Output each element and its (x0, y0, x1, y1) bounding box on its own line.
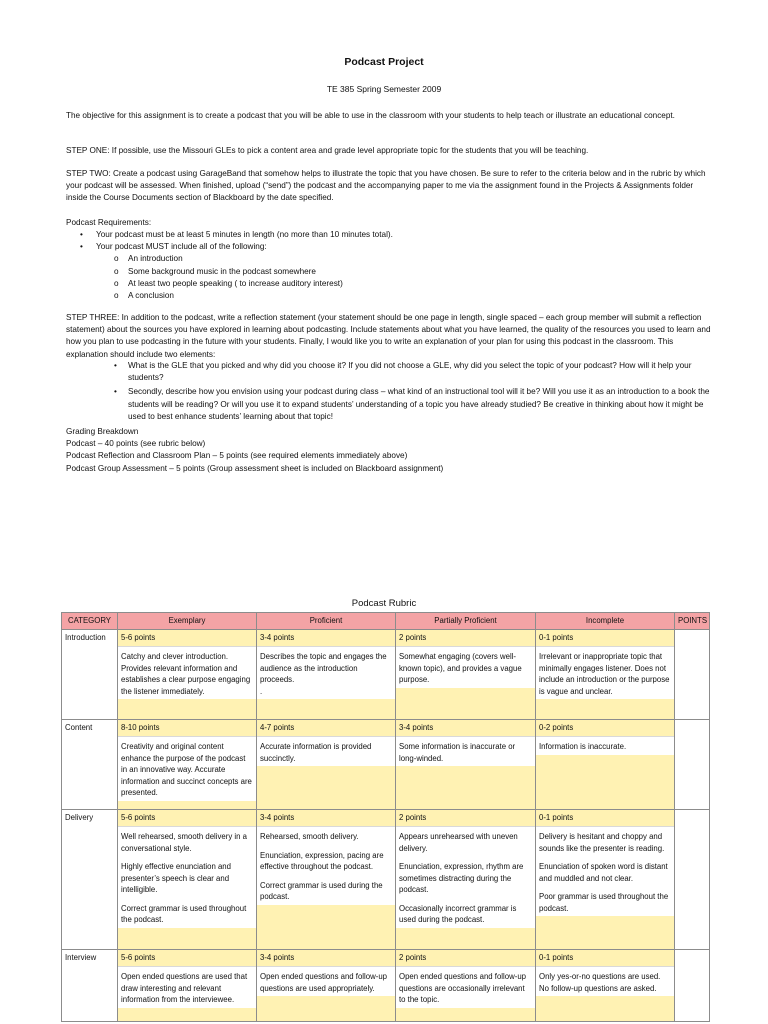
grading-line: Podcast Group Assessment – 5 points (Group assessment sheet is included on Blackboard assignment) (66, 463, 444, 473)
document-subtitle: TE 385 Spring Semester 2009 (326, 84, 442, 94)
rubric-cell-description (118, 827, 256, 928)
rubric-cell-paragraph: Enunciation, expression, pacing are effective throughout the podcast. (260, 850, 384, 871)
rubric-cell (396, 810, 536, 950)
rubric-cell (257, 950, 396, 1022)
bullet-icon: • (80, 242, 83, 252)
rubric-cell-points: 2 points (396, 630, 535, 647)
rubric-cell (118, 630, 257, 720)
rubric-cell (118, 950, 257, 1022)
requirements-heading: Podcast Requirements: (66, 218, 152, 227)
rubric-cell (536, 950, 675, 1022)
step-two-paragraph: STEP TWO: Create a podcast using GarageBand that somehow helps to illustrate the topic that you have chosen. Be sure to refer to the criteria below and in the rubric by which your podcast will be assessed. When finished, upload (“send”) the podcast and the accompanying paper to me via the assignment found in the Projects & Assignments folder inside the Course Documents section of Blackboard by the date specified. (66, 169, 706, 203)
rubric-table (61, 612, 710, 1022)
rubric-header-row (62, 613, 710, 630)
table-row (62, 950, 710, 1022)
rubric-cell-paragraph: Open ended questions are used that draw interesting and relevant information from the interviewee. (121, 972, 248, 1004)
rubric-cell (536, 810, 675, 950)
rubric-category: Introduction (62, 630, 118, 720)
rubric-cell-points: 2 points (396, 810, 535, 827)
header-partially-proficient: Partially Proficient (396, 613, 536, 630)
rubric-cell-points: 5-6 points (118, 810, 256, 827)
rubric-cell-paragraph: Open ended questions and follow-up questions are occasionally irrelevant to the topic. (399, 972, 527, 1004)
table-row (62, 720, 710, 810)
circle-bullet-icon: o (114, 278, 119, 288)
header-category: CATEGORY (62, 613, 118, 630)
rubric-cell-paragraph: Information is inaccurate. (539, 742, 627, 751)
circle-bullet-icon: o (114, 254, 119, 264)
rubric-cell-points: 0-1 points (536, 950, 674, 967)
circle-bullet-icon: o (114, 266, 119, 276)
grading-heading: Grading Breakdown (66, 427, 139, 436)
rubric-cell-description (257, 647, 395, 699)
header-proficient: Proficient (257, 613, 396, 630)
rubric-cell-paragraph: Irrelevant or inappropriate topic that minimally engages listener. Does not include an introduction or the purpose is vague and unclear. (539, 652, 670, 696)
bullet-icon: • (114, 387, 117, 397)
rubric-points-cell (675, 720, 710, 810)
rubric-cell-description (536, 827, 674, 916)
rubric-points-cell (675, 630, 710, 720)
circle-bullet-icon: o (114, 291, 119, 301)
list-item: • Your podcast must be at least 5 minutes in length (no more than 10 minutes total). (66, 229, 716, 241)
table-row (62, 630, 710, 720)
rubric-cell-paragraph: Appears unrehearsed with uneven delivery. (399, 832, 518, 853)
header-incomplete: Incomplete (536, 613, 675, 630)
rubric-cell-description (118, 967, 256, 1008)
rubric-cell-paragraph: Rehearsed, smooth delivery. (260, 832, 359, 841)
rubric-cell-description (257, 737, 395, 766)
rubric-cell-paragraph: Delivery is hesitant and choppy and sounds like the presenter is reading. (539, 832, 665, 853)
rubric-cell-points: 8-10 points (118, 720, 256, 737)
rubric-cell-description (536, 647, 674, 699)
rubric-cell-description (257, 967, 395, 996)
rubric-cell-paragraph: Well rehearsed, smooth delivery in a conversational style. (121, 832, 247, 853)
grading-line: Podcast – 40 points (see rubric below) (66, 439, 206, 449)
rubric-cell-description (396, 647, 535, 688)
rubric-cell-description (118, 737, 256, 801)
rubric-cell-points: 0-1 points (536, 810, 674, 827)
step-three-paragraph: STEP THREE: In addition to the podcast, write a reflection statement (your statement should be one page in length, single spaced – each group member will submit a reflection statement) about the sources you have explored in learning about podcasting. Include statements about what you have learned, the quality of the resources you used to learn and how you plan to use podcasting in the future with your students. Finally, I would like you to write an explanation of your plan for using this podcast in the classroom. This explanation should include two elements: (66, 313, 711, 359)
list-item: • What is the GLE that you picked and why did you choose it? If you did not choose a GLE, why did you select the topic of your podcast? How will it help your students? (114, 361, 692, 383)
list-item: o A conclusion (66, 290, 716, 302)
objective-paragraph: The objective for this assignment is to create a podcast that you will be able to use in the classroom with your students to help teach or illustrate an educational concept. (66, 111, 675, 120)
rubric-cell-description (257, 827, 395, 905)
rubric-body (62, 630, 710, 1022)
rubric-title: Podcast Rubric (351, 598, 417, 609)
rubric-points-cell (675, 950, 710, 1022)
rubric-cell (257, 630, 396, 720)
grading-line: Podcast Reflection and Classroom Plan – 5 points (see required elements immediately above) (66, 451, 408, 461)
rubric-cell-paragraph: Highly effective enunciation and presenter’s speech is clear and intelligible. (121, 862, 231, 894)
list-item: • Secondly, describe how you envision using your podcast during class – what kind of an instructional tool will it be? Will you use it as an introduction to a book the students will be reading? Or will you use it to expand students’ understanding of a topic you have already studied? Be creative in thinking about how it might be used to best enhance students’ learning about that topic! (114, 387, 710, 421)
rubric-cell-points: 2 points (396, 950, 535, 967)
rubric-cell (118, 720, 257, 810)
bullet-icon: • (114, 361, 117, 370)
rubric-cell-paragraph: Only yes-or-no questions are used. No follow-up questions are asked. (539, 972, 661, 993)
rubric-cell (536, 720, 675, 810)
rubric-cell-points: 0-1 points (536, 630, 674, 647)
rubric-category: Content (62, 720, 118, 810)
rubric-cell-points: 3-4 points (257, 630, 395, 647)
rubric-cell-description (396, 737, 535, 766)
rubric-cell-paragraph: Somewhat engaging (covers well-known topic), and provides a vague purpose. (399, 652, 522, 684)
rubric-cell-paragraph: Catchy and clever introduction. Provides relevant information and establishes a clear purpose engaging the listener immediately. (121, 652, 251, 696)
rubric-cell-description (396, 967, 535, 1008)
reflection-questions-list (66, 360, 716, 425)
table-row (62, 810, 710, 950)
rubric-cell-points: 3-4 points (257, 810, 395, 827)
list-item: o At least two people speaking ( to increase auditory interest) (66, 278, 716, 290)
list-item: o An introduction (66, 253, 716, 265)
rubric-category: Delivery (62, 810, 118, 950)
rubric-cell-description (536, 737, 674, 755)
rubric-cell (396, 630, 536, 720)
document-title: Podcast Project (344, 56, 424, 68)
rubric-cell-paragraph: Some information is inaccurate or long-winded. (399, 742, 516, 763)
list-item: • Your podcast MUST include all of the following: (66, 241, 716, 253)
rubric-cell (396, 950, 536, 1022)
rubric-cell-description (536, 967, 674, 996)
requirements-list (66, 229, 716, 302)
rubric-cell-paragraph: Poor grammar is used throughout the podcast. (539, 892, 669, 913)
rubric-points-cell (675, 810, 710, 950)
rubric-cell (396, 720, 536, 810)
rubric-category: Interview (62, 950, 118, 1022)
rubric-cell-points: 4-7 points (257, 720, 395, 737)
header-points: POINTS (675, 613, 710, 630)
rubric-cell-paragraph: Enunciation of spoken word is distant and muddled and not clear. (539, 862, 668, 883)
rubric-cell-paragraph: Occasionally incorrect grammar is used during the podcast. (399, 903, 517, 924)
rubric-cell-points: 5-6 points (118, 950, 256, 967)
grading-breakdown (66, 426, 716, 475)
step-one-paragraph: STEP ONE: If possible, use the Missouri GLEs to pick a content area and grade level appropriate topic for the students that you will be teaching. (66, 146, 589, 155)
rubric-cell (257, 810, 396, 950)
rubric-cell-paragraph: Describes the topic and engages the audience as the introduction proceeds. . (260, 652, 387, 696)
rubric-cell-description (396, 827, 535, 928)
list-item: o Some background music in the podcast somewhere (66, 266, 716, 278)
rubric-cell-paragraph: Enunciation, expression, rhythm are sometimes distracting during the podcast. (399, 862, 524, 894)
rubric-cell-paragraph: Correct grammar is used throughout the podcast. (121, 903, 247, 924)
rubric-cell-paragraph: Open ended questions and follow-up questions are used appropriately. (260, 972, 388, 993)
rubric-cell-description (118, 647, 256, 699)
header-exemplary: Exemplary (118, 613, 257, 630)
rubric-cell-points: 0-2 points (536, 720, 674, 737)
rubric-cell-points: 3-4 points (396, 720, 535, 737)
rubric-cell-paragraph: Creativity and original content enhance the purpose of the podcast in an innovative way. Accurate information and succinct concepts are presented. (121, 742, 252, 797)
rubric-cell (536, 630, 675, 720)
rubric-cell-paragraph: Accurate information is provided succinctly. (260, 742, 372, 763)
rubric-cell-paragraph: Correct grammar is used during the podcast. (260, 880, 383, 901)
rubric-cell-points: 5-6 points (118, 630, 256, 647)
rubric-cell (257, 720, 396, 810)
rubric-cell-points: 3-4 points (257, 950, 395, 967)
bullet-icon: • (80, 230, 83, 239)
rubric-cell (118, 810, 257, 950)
